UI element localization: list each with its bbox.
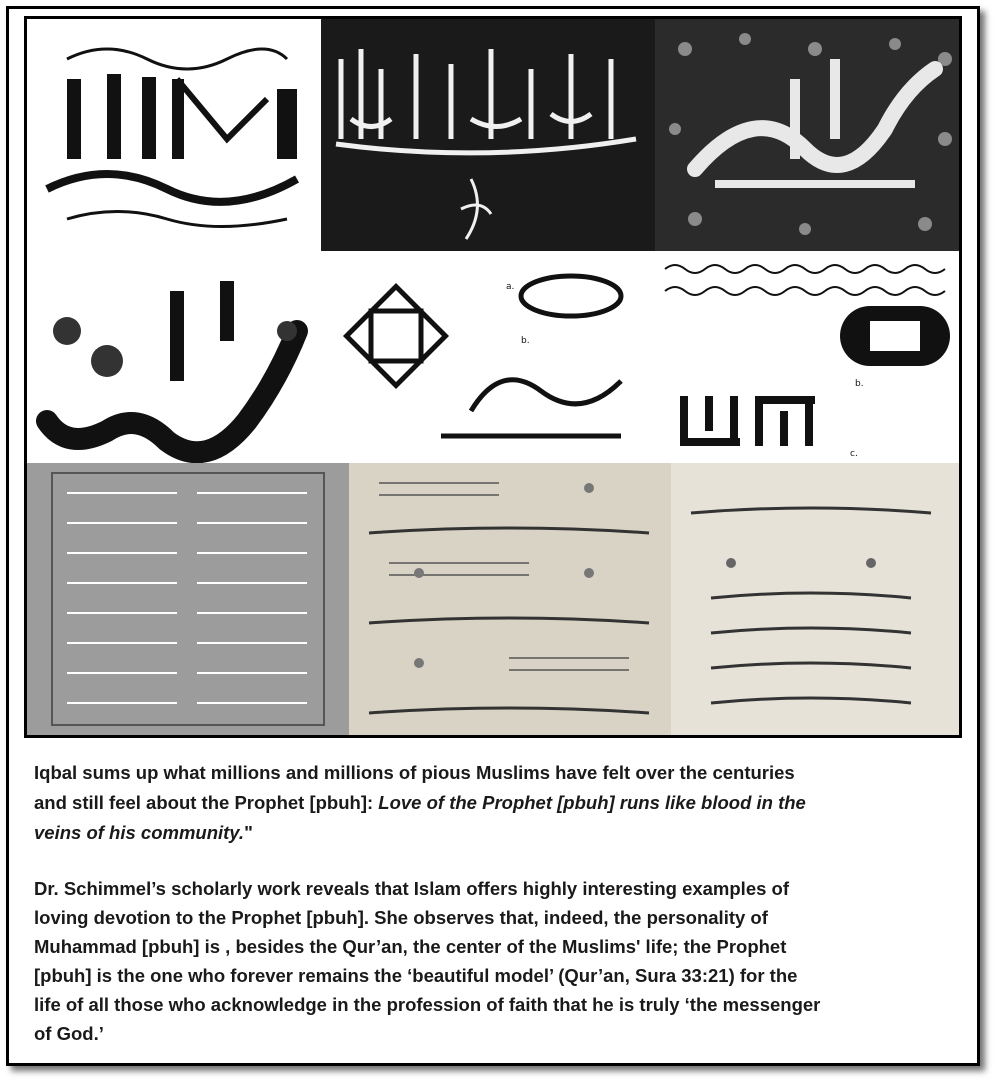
calligraphy-artwork bbox=[27, 19, 321, 251]
paragraph-1-line-2 bbox=[34, 790, 974, 816]
calligraphy-artwork bbox=[655, 251, 962, 463]
paragraph-2-line-4: [pbuh] is the one who forever remains the ‘beautiful model’ (Qur’an, Sura 33:21) for the bbox=[34, 965, 798, 986]
calligraphy-tile-5 bbox=[321, 251, 655, 463]
calligraphy-artwork bbox=[27, 251, 321, 463]
iqbal-quote-end: veins of his community. bbox=[34, 822, 245, 843]
paragraph-2-line-3: Muhammad [pbuh] is , besides the Qur’an, the center of the Muslims' life; the Prophet bbox=[34, 936, 787, 957]
manuscript-page-3 bbox=[671, 463, 962, 735]
figure-label-b2: b. bbox=[855, 379, 864, 389]
figure-label-b1: b. bbox=[521, 336, 530, 346]
calligraphy-tile-4 bbox=[27, 251, 321, 463]
manuscript-page-1 bbox=[27, 463, 349, 735]
calligraphy-tile-3 bbox=[655, 19, 962, 251]
calligraphy-collage bbox=[24, 16, 962, 738]
calligraphy-artwork bbox=[321, 251, 655, 463]
manuscript-page-2 bbox=[349, 463, 671, 735]
calligraphy-artwork bbox=[321, 19, 655, 251]
paragraph-2-line-1: Dr. Schimmel’s scholarly work reveals that Islam offers highly interesting examples of bbox=[34, 878, 790, 899]
figure-label-c: c. bbox=[850, 449, 858, 459]
iqbal-quote: Love of the Prophet [pbuh] runs like blood in the bbox=[378, 792, 806, 813]
manuscript-artwork bbox=[671, 463, 962, 735]
manuscript-artwork bbox=[349, 463, 671, 735]
paragraph-2-line-2: loving devotion to the Prophet [pbuh]. She observes that, indeed, the personality of bbox=[34, 907, 768, 928]
paragraph-1-line-1: Iqbal sums up what millions and millions of pious Muslims have felt over the centuries bbox=[34, 762, 795, 783]
calligraphy-tile-1 bbox=[27, 19, 321, 251]
closing-quote: " bbox=[244, 822, 253, 843]
paragraph-1-line-3 bbox=[34, 820, 974, 846]
calligraphy-artwork bbox=[655, 19, 962, 251]
paragraph-1-line-2-text: and still feel about the Prophet [pbuh]: bbox=[34, 792, 379, 813]
figure-label-a: a. bbox=[506, 282, 515, 292]
calligraphy-tile-2 bbox=[321, 19, 655, 251]
paragraph-2-line-5: life of all those who acknowledge in the profession of faith that he is truly ‘the messenger bbox=[34, 994, 821, 1015]
calligraphy-tile-6 bbox=[655, 251, 962, 463]
paragraph-2-line-6: of God.’ bbox=[34, 1023, 104, 1044]
manuscript-artwork bbox=[27, 463, 349, 735]
